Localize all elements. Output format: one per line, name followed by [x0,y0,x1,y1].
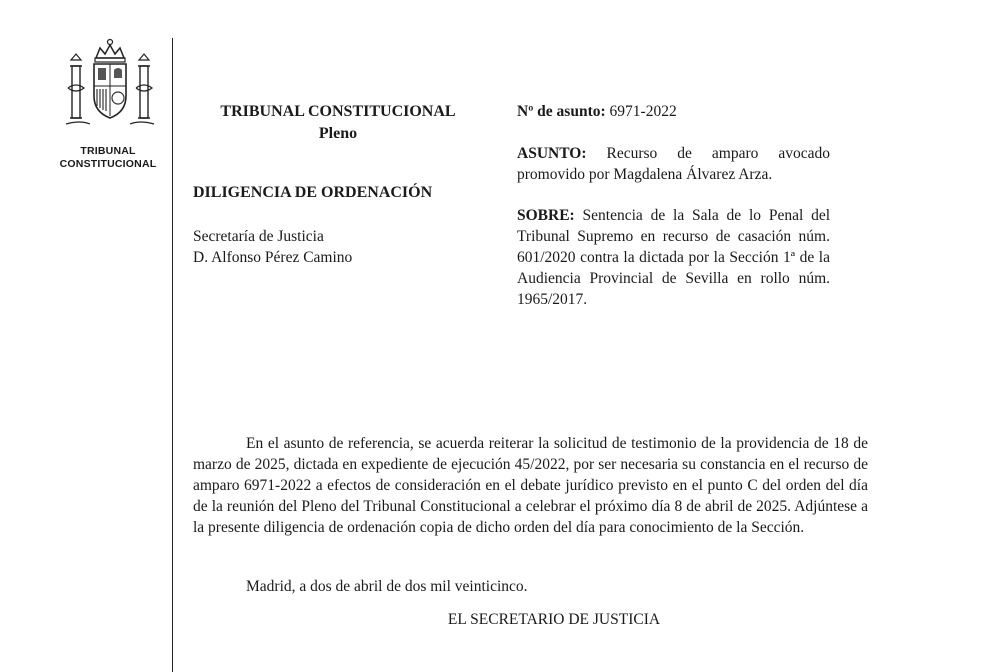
coat-of-arms-icon [62,36,158,132]
secretary-title: Secretaría de Justicia [193,228,324,245]
court-header [193,101,483,145]
place-date: Madrid, a dos de abril de dos mil veinticinco. [246,578,528,595]
asunto-label: ASUNTO: [517,145,587,162]
court-name: TRIBUNAL CONSTITUCIONAL [220,103,456,120]
margin-rule [172,38,173,672]
secretary-name: D. Alfonso Pérez Camino [193,249,353,266]
body-paragraph: En el asunto de referencia, se acuerda reiterar la solicitud de testimonio de la providencia de 18 de marzo de 2025, dictada en expediente de ejecución 45/2022, por ser necesaria su constancia en el recurso de amparo 6971-2022 a efectos de consideración en el debate jurídico previsto en el punto C del orden del día de la reunión del Pleno del Tribunal Constitucional a celebrar el próximo día 8 de abril de 2025. Adjúntese a la presente diligencia de ordenación copia de dicho orden del día para conocimiento de la Sección. [193,435,868,536]
sobre-paragraph [517,205,830,310]
case-info [517,101,830,310]
crest-caption-line1: TRIBUNAL [80,145,136,157]
secretary-block [193,226,352,268]
sobre-label: SOBRE: [517,207,575,224]
crest-caption-line2: CONSTITUCIONAL [59,158,157,170]
crest-caption [52,145,164,171]
asunto-text: Recurso de amparo avocado promovido por Magdalena Álvarez Arza. [517,145,830,183]
chamber-name: Pleno [318,125,358,142]
case-number: 6971-2022 [609,103,677,120]
document-type-title: DILIGENCIA DE ORDENACIÓN [193,184,433,201]
case-number-line [517,101,830,122]
case-number-label: Nº de asunto: [517,103,606,120]
asunto-paragraph [517,143,830,185]
sobre-text: Sentencia de la Sala de lo Penal del Tribunal Supremo en recurso de casación núm. 601/2020 contra la dictada por la Sección 1ª de la Audiencia Provincial de Sevilla en rollo núm. 1965/2017. [517,207,831,308]
signature-line: EL SECRETARIO DE JUSTICIA [447,611,661,628]
